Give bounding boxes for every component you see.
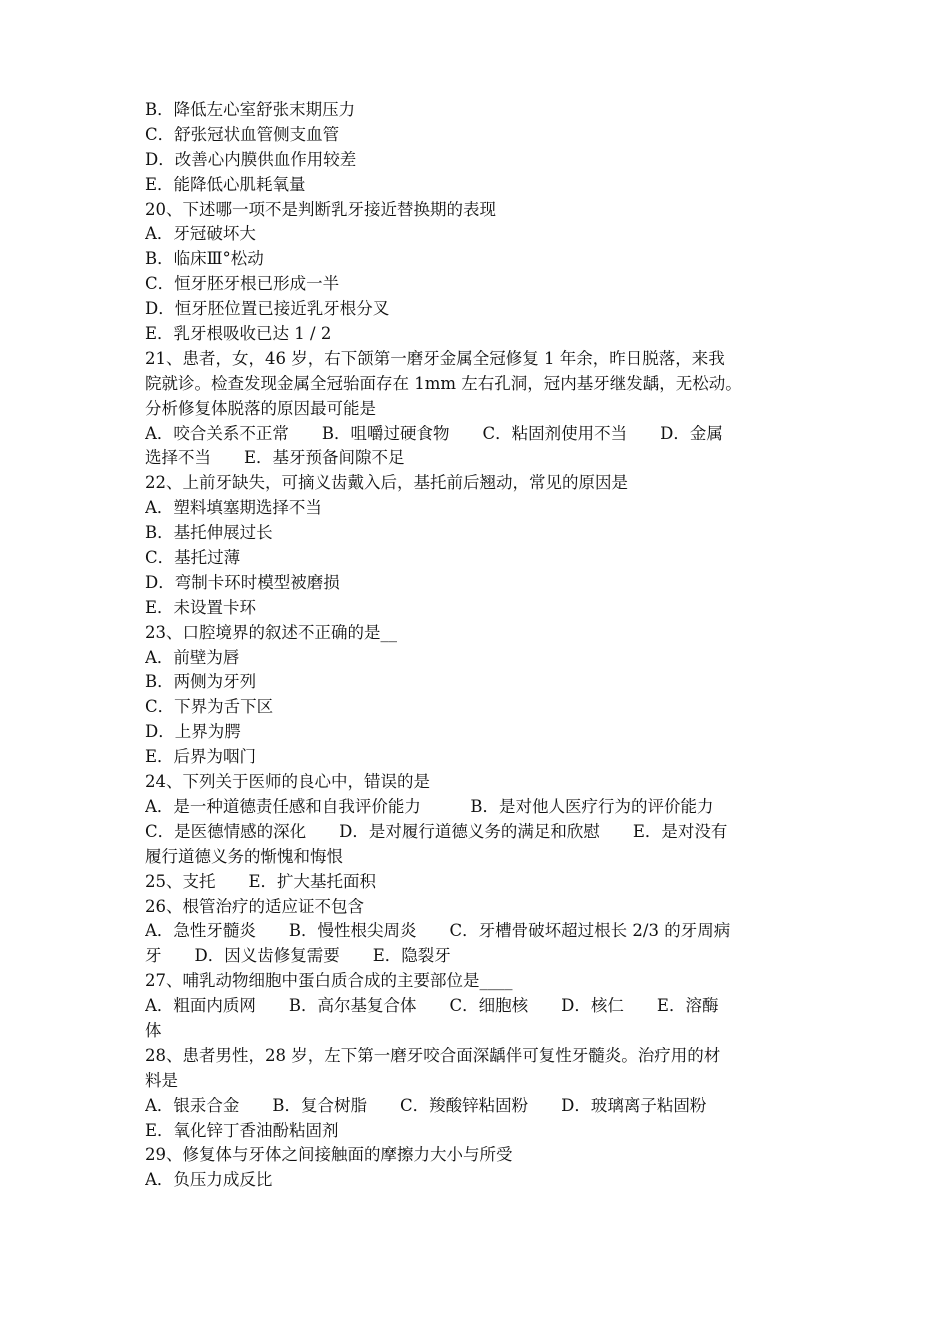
text-line: 料是 <box>145 1070 178 1090</box>
text-line: 28、患者男性，28 岁，左下第一磨牙咬合面深龋伴可复性牙髓炎。治疗用的材 <box>145 1045 721 1065</box>
text-line: 20、下述哪一项不是判断乳牙接近替换期的表现 <box>145 199 496 219</box>
text-line: 29、修复体与牙体之间接触面的摩擦力大小与所受 <box>145 1145 513 1165</box>
text-line: E．能降低心肌耗氧量 <box>145 174 306 194</box>
text-line: A．急性牙髓炎 B．慢性根尖周炎 C．牙槽骨破坏超过根长 2/3 的牙周病 <box>145 921 731 941</box>
text-line: D．上界为腭 <box>145 722 241 742</box>
text-line: C．恒牙胚牙根已形成一半 <box>145 274 340 294</box>
text-line: 27、哺乳动物细胞中蛋白质合成的主要部位是____ <box>145 971 513 991</box>
text-line: 23、口腔境界的叙述不正确的是__ <box>145 622 397 642</box>
text-line: 履行道德义务的惭愧和悔恨 <box>145 846 343 866</box>
text-line: E．后界为咽门 <box>145 747 257 767</box>
text-line: C．下界为舌下区 <box>145 697 274 717</box>
text-line: A．咬合关系不正常 B．咀嚼过硬食物 C．粘固剂使用不当 D．金属 <box>145 423 723 443</box>
text-line: A．是一种道德责任感和自我评价能力 B．是对他人医疗行为的评价能力 <box>145 796 714 816</box>
text-line: 21、患者，女，46 岁，右下颌第一磨牙金属全冠修复 1 年余，昨日脱落，来我 <box>145 348 725 368</box>
text-line: D．恒牙胚位置已接近乳牙根分叉 <box>145 299 390 319</box>
text-line: 24、下列关于医师的良心中，错误的是 <box>145 772 430 792</box>
text-line: 22、上前牙缺失，可摘义齿戴入后，基托前后翘动，常见的原因是 <box>145 473 628 493</box>
text-line: D．弯制卡环时模型被磨损 <box>145 572 340 592</box>
text-line: A．牙冠破坏大 <box>145 224 256 244</box>
text-line: 牙 D．因义齿修复需要 E．隐裂牙 <box>145 946 451 966</box>
text-line: C．是医德情感的深化 D．是对履行道德义务的满足和欣慰 E．是对没有 <box>145 821 728 841</box>
text-line: E．乳牙根吸收已达 1 / 2 <box>145 324 332 344</box>
text-line: A．粗面内质网 B．高尔基复合体 C．细胞核 D．核仁 E．溶酶 <box>145 996 719 1016</box>
text-line: C．基托过薄 <box>145 548 241 568</box>
text-line: 25、支托 E．扩大基托面积 <box>145 871 377 891</box>
text-line: B．临床Ⅲ°松动 <box>145 249 264 269</box>
text-line: E．未设置卡环 <box>145 597 257 617</box>
text-line: 院就诊。检查发现金属全冠骀面存在 1mm 左右孔洞，冠内基牙继发龋，无松动。 <box>145 373 742 393</box>
text-line: 分析修复体脱落的原因最可能是 <box>145 398 376 418</box>
text-line: A．前壁为唇 <box>145 647 240 667</box>
text-line: B．基托伸展过长 <box>145 523 273 543</box>
text-line: 体 <box>145 1020 162 1040</box>
text-line: 选择不当 E．基牙预备间隙不足 <box>145 448 405 468</box>
text-line: A．银汞合金 B．复合树脂 C．羧酸锌粘固粉 D．玻璃离子粘固粉 <box>145 1095 707 1115</box>
text-line: C．舒张冠状血管侧支血管 <box>145 124 340 144</box>
text-line: A．塑料填塞期选择不当 <box>145 498 322 518</box>
document-page <box>145 98 810 1193</box>
text-line: D．改善心内膜供血作用较差 <box>145 149 357 169</box>
text-line: B．两侧为牙列 <box>145 672 257 692</box>
text-line: B．降低左心室舒张末期压力 <box>145 100 356 119</box>
text-line: 26、根管治疗的适应证不包含 <box>145 896 364 916</box>
text-line: A．负压力成反比 <box>145 1170 273 1190</box>
text-line: E．氧化锌丁香油酚粘固剂 <box>145 1120 339 1140</box>
